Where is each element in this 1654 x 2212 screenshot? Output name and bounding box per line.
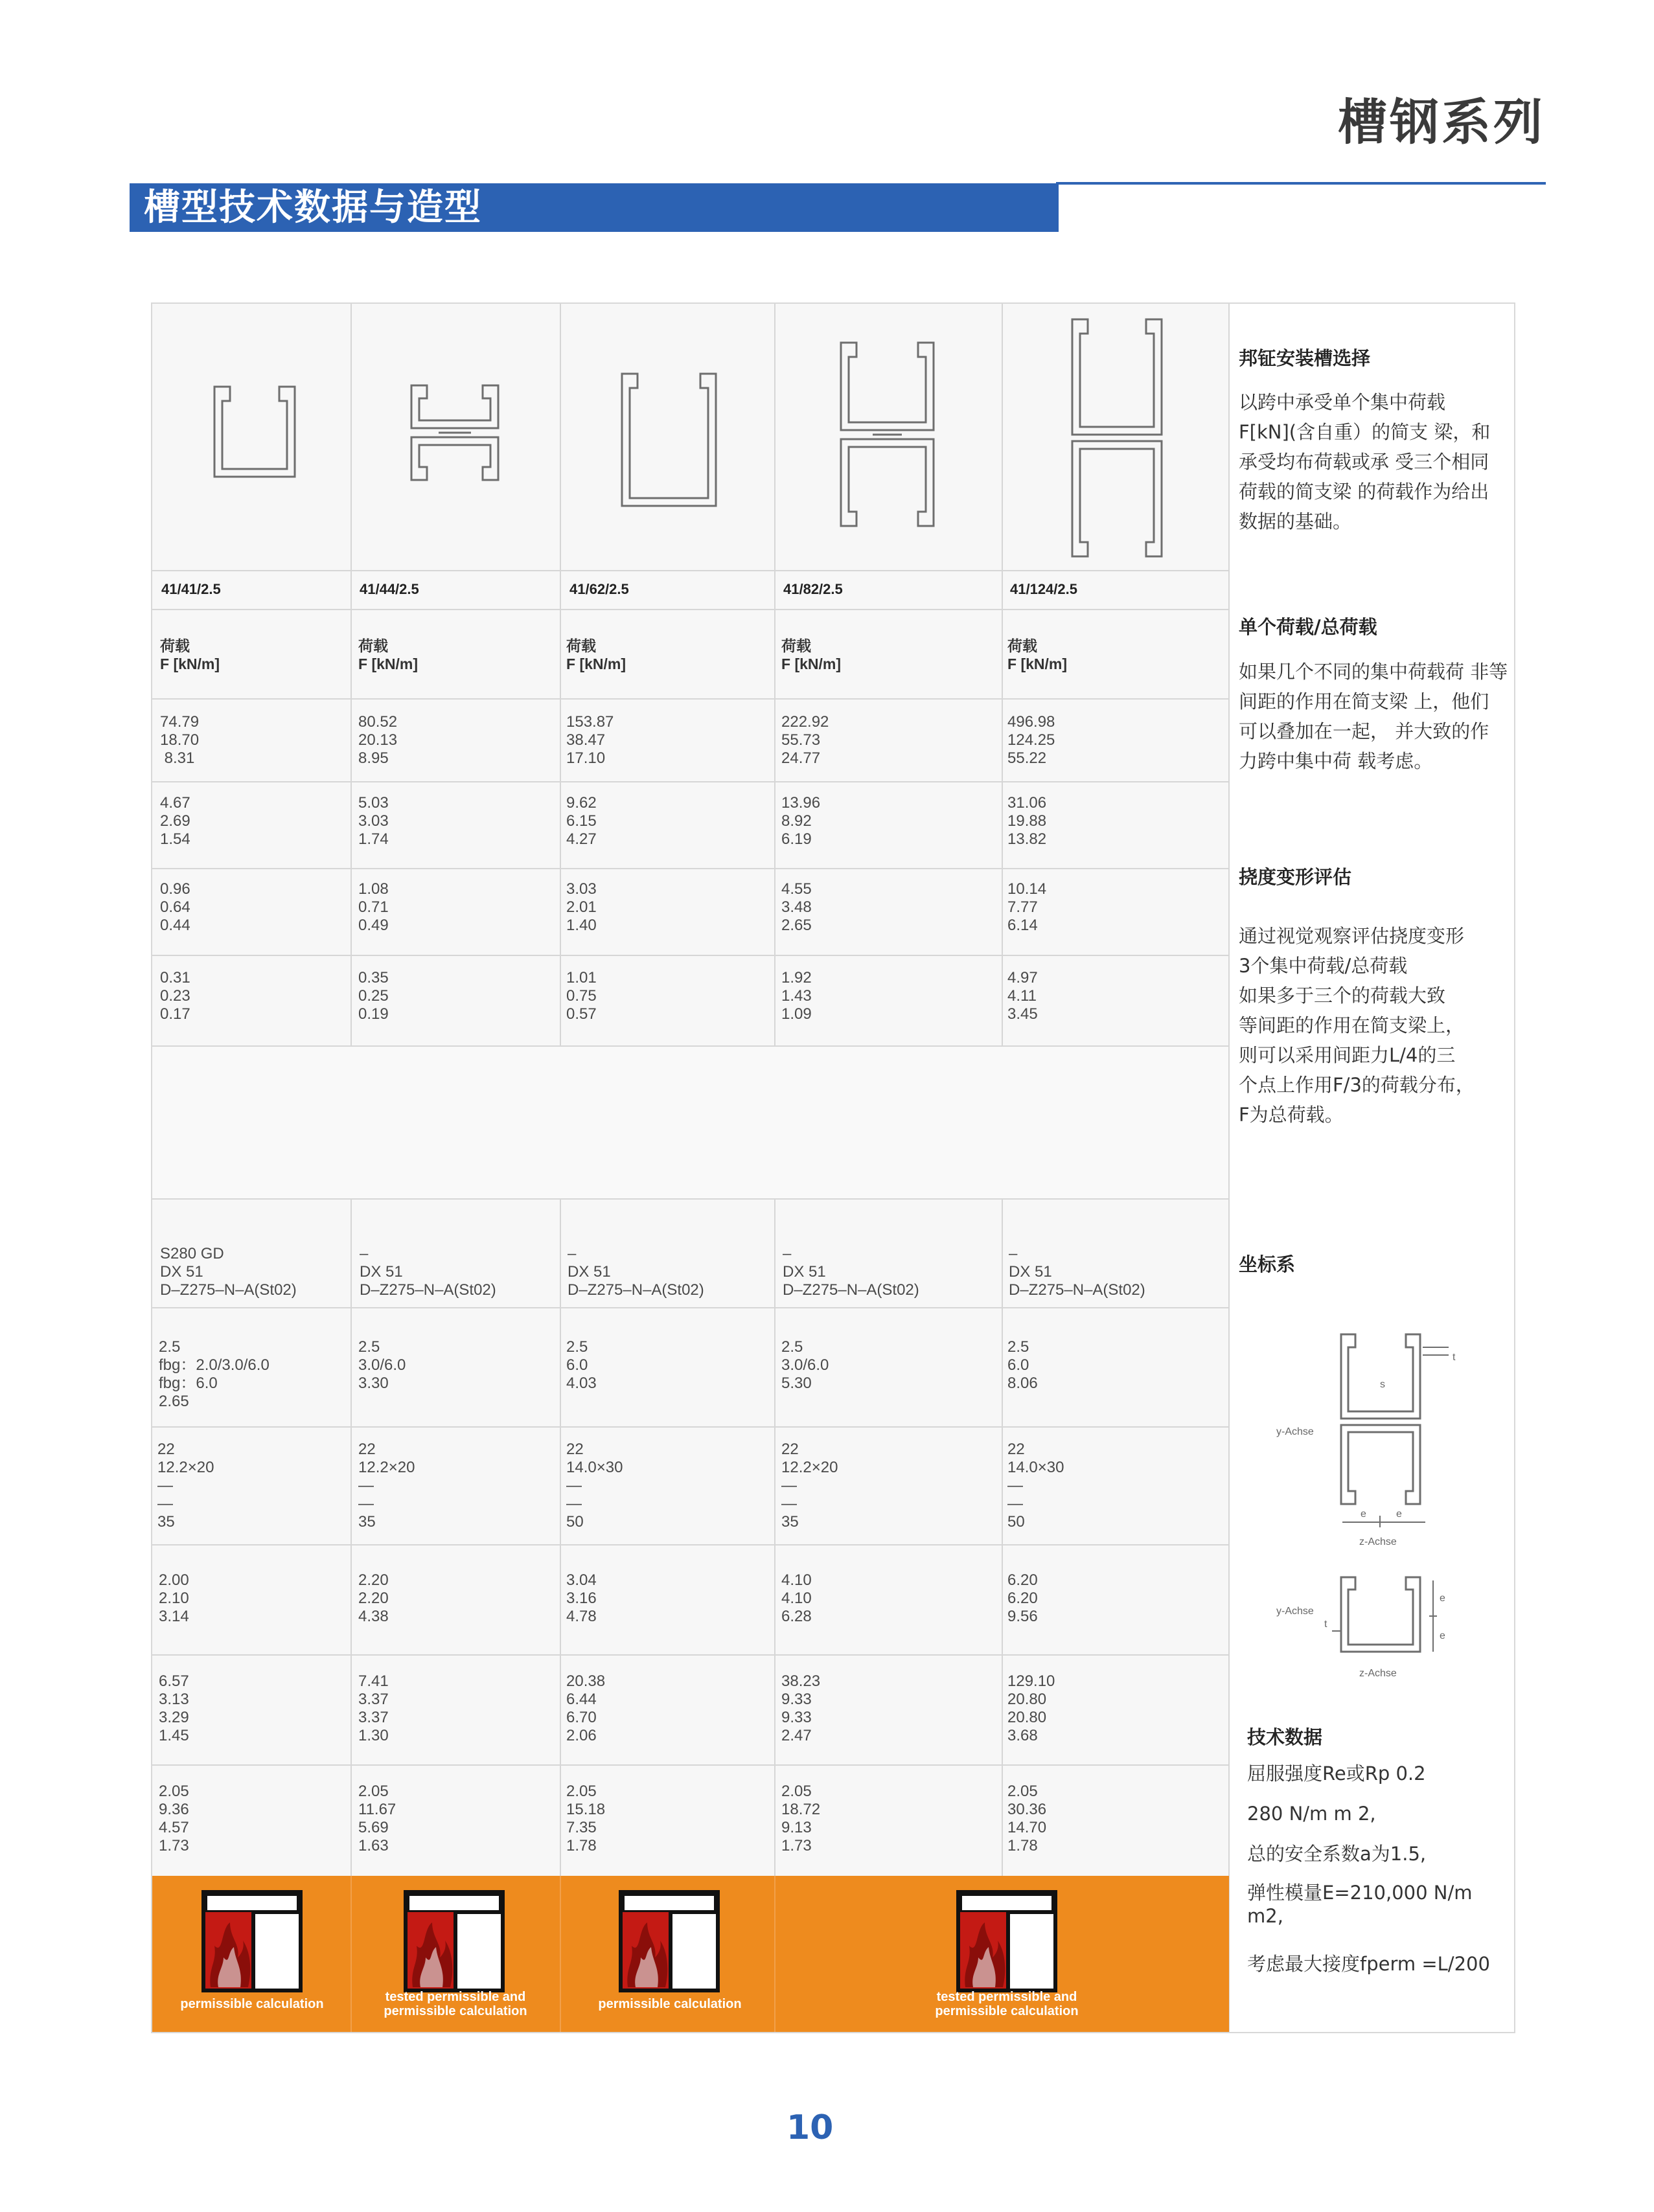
load-label: 荷载 F [kN/m] [160,637,220,672]
sidebar-heading-deflection: 挠度变形评估 [1239,866,1352,888]
load-values-row3: 10.14 7.77 6.14 [1007,880,1047,934]
load-values-row4: 0.31 0.23 0.17 [160,969,190,1023]
z-axis-label: z-Achse [1359,1668,1397,1679]
sidebar-text-load: 如果几个不同的集中荷载荷 非等 间距的作用在简支梁 上，他们 可以叠加在一起， 并大致的作 力跨中集中荷 载考虑。 [1239,661,1508,772]
load-values-row3: 0.96 0.64 0.44 [160,880,190,934]
load-values-row2: 9.62 6.15 4.27 [566,794,597,848]
row-divider [152,868,1229,869]
thickness-cell: 2.5 6.0 8.06 [1007,1338,1038,1392]
load-label: 荷载 F [kN/m] [358,637,418,672]
section-cell: 20.38 6.44 6.70 2.06 [566,1672,606,1744]
load-values-row1: 153.87 38.47 17.10 [566,713,614,767]
fire-caption: permissible calculation [598,1997,742,2011]
inertia-cell: 2.20 2.20 4.38 [358,1571,389,1625]
slot-cell: 22 14.0×30 — — 50 [1007,1441,1064,1531]
load-label: 荷载 F [kN/m] [781,637,841,672]
e-label: e [1440,1630,1445,1641]
material-cell: – DX 51 D–Z275–N–A(St02) [360,1245,496,1299]
fire-caption: tested permissible and permissible calculation [384,1990,527,2018]
fire-divider [774,1876,775,2032]
e-label: e [1440,1593,1445,1604]
material-cell: – DX 51 D–Z275–N–A(St02) [1009,1245,1145,1299]
profile-41-44-drawing [411,385,498,480]
coordinate-system-diagram [1270,1321,1471,1691]
load-label: 荷载 F [kN/m] [566,637,626,672]
material-cell: – DX 51 D–Z275–N–A(St02) [783,1245,919,1299]
fire-door-icon [201,1890,303,1992]
misc-cell: 2.05 18.72 9.13 1.73 [781,1783,821,1854]
load-values-row3: 3.03 2.01 1.40 [566,880,597,934]
s-label: s [1380,1379,1385,1390]
misc-cell: 2.05 15.18 7.35 1.78 [566,1783,606,1854]
load-values-row1: 80.52 20.13 8.95 [358,713,398,767]
row-divider [152,955,1229,956]
row-divider [152,1764,1229,1766]
row-divider [152,698,1229,700]
t-label: t [1453,1352,1456,1363]
thickness-cell: 2.5 3.0/6.0 3.30 [358,1338,406,1392]
load-label: 荷载 F [kN/m] [1007,637,1067,672]
load-values-row4: 0.35 0.25 0.19 [358,969,389,1023]
z-axis-label: z-Achse [1359,1536,1397,1547]
thickness-cell: 2.5 3.0/6.0 5.30 [781,1338,829,1392]
thickness-cell: 2.5 6.0 4.03 [566,1338,597,1392]
row-divider [152,1045,1229,1047]
fire-caption: permissible calculation [180,1997,324,2011]
fire-door-icon [404,1890,505,1992]
load-values-row2: 31.06 19.88 13.82 [1007,794,1047,848]
slot-cell: 22 12.2×20 — — 35 [358,1441,415,1531]
row-divider [152,570,1229,571]
section-title: 槽型技术数据与造型 [144,187,482,229]
load-values-row4: 1.92 1.43 1.09 [781,969,812,1023]
load-values-row3: 4.55 3.48 2.65 [781,880,812,934]
profile-drawings [154,305,1228,569]
profile-41-82-drawing [841,343,934,526]
profile-name: 41/41/2.5 [161,581,221,597]
misc-cell: 2.05 11.67 5.69 1.63 [358,1783,396,1854]
misc-cell: 2.05 30.36 14.70 1.78 [1007,1783,1047,1854]
profile-name: 41/62/2.5 [569,581,629,597]
profile-name: 41/124/2.5 [1010,581,1077,597]
load-values-row4: 4.97 4.11 3.45 [1007,969,1038,1023]
techdata-line: 总的安全系数a为1.5, [1247,1843,1427,1865]
techdata-line: 弹性模量E=210,000 N/m m2, [1247,1882,1473,1927]
load-values-row1: 222.92 55.73 24.77 [781,713,829,767]
profile-41-62-drawing [622,374,716,506]
load-values-row2: 13.96 8.92 6.19 [781,794,821,848]
section-cell: 38.23 9.33 9.33 2.47 [781,1672,821,1744]
techdata-line: 屈服强度Re或Rp 0.2 [1247,1762,1426,1784]
fire-caption: tested permissible and permissible calculation [935,1990,1079,2018]
techdata-line: 考虑最大接度fperm =L/200 [1247,1953,1490,1975]
y-axis-label: y-Achse [1276,1606,1314,1617]
row-divider [152,1307,1229,1308]
slot-cell: 22 12.2×20 — — 35 [781,1441,838,1531]
thickness-cell: 2.5 fbg：2.0/3.0/6.0 fbg：6.0 2.65 [159,1338,270,1410]
load-values-row2: 5.03 3.03 1.74 [358,794,389,848]
title-rule [1056,182,1546,185]
inertia-cell: 3.04 3.16 4.78 [566,1571,597,1625]
sidebar-heading-techdata: 技术数据 [1247,1726,1323,1748]
load-values-row1: 496.98 124.25 55.22 [1007,713,1055,767]
row-divider [152,1426,1229,1428]
section-cell: 7.41 3.37 3.37 1.30 [358,1672,389,1744]
load-values-row1: 74.79 18.70 8.31 [160,713,200,767]
profile-name: 41/82/2.5 [783,581,843,597]
profile-41-41-drawing [214,387,295,477]
sidebar-heading-load: 单个荷载/总荷载 [1239,616,1377,638]
row-divider [152,1654,1229,1656]
techdata-line: 280 N/m m 2, [1247,1803,1376,1825]
material-cell: – DX 51 D–Z275–N–A(St02) [568,1245,704,1299]
row-divider [152,1198,1229,1200]
fire-door-icon [619,1890,720,1992]
section-cell: 6.57 3.13 3.29 1.45 [159,1672,189,1744]
page-number: 10 [787,2108,834,2147]
series-title: 槽钢系列 [1338,93,1545,151]
sidebar-text-selection: 以跨中承受单个集中荷载 F[kN](含自重）的简支 梁，和 承受均布荷载或承 受三个相同 荷载的简支梁 的荷载作为给出 数据的基础。 [1239,391,1491,532]
fire-divider [350,1876,352,2032]
slot-cell: 22 14.0×30 — — 50 [566,1441,623,1531]
inertia-cell: 4.10 4.10 6.28 [781,1571,812,1625]
empty-band [152,1045,1229,1200]
load-values-row4: 1.01 0.75 0.57 [566,969,597,1023]
sidebar-text-deflection: 通过视觉观察评估挠度变形 3个集中荷载/总荷载 如果多于三个的荷载大致 等间距的作用在简支梁上， 则可以采用间距力L/4的三 个点上作用F/3的荷载分布， F为总荷载。 [1239,925,1475,1126]
slot-cell: 22 12.2×20 — — 35 [157,1441,214,1531]
fire-door-icon [956,1890,1057,1992]
y-axis-label: y-Achse [1276,1426,1314,1437]
inertia-cell: 6.20 6.20 9.56 [1007,1571,1038,1625]
profile-name: 41/44/2.5 [360,581,419,597]
e-label: e [1361,1509,1366,1520]
row-divider [152,781,1229,782]
load-values-row2: 4.67 2.69 1.54 [160,794,190,848]
sidebar-divider [1228,304,1230,2032]
e-label: e [1396,1509,1402,1520]
fire-divider [560,1876,561,2032]
profile-41-124-drawing [1072,319,1162,556]
material-cell: S280 GD DX 51 D–Z275–N–A(St02) [160,1245,297,1299]
section-cell: 129.10 20.80 20.80 3.68 [1007,1672,1055,1744]
row-divider [152,1544,1229,1545]
load-values-row3: 1.08 0.71 0.49 [358,880,389,934]
row-divider [152,609,1229,610]
sidebar-heading-coordinates: 坐标系 [1239,1253,1296,1275]
inertia-cell: 2.00 2.10 3.14 [159,1571,189,1625]
misc-cell: 2.05 9.36 4.57 1.73 [159,1783,189,1854]
t-label: t [1324,1619,1327,1630]
sidebar-heading-selection: 邦钲安装槽选择 [1239,347,1371,369]
